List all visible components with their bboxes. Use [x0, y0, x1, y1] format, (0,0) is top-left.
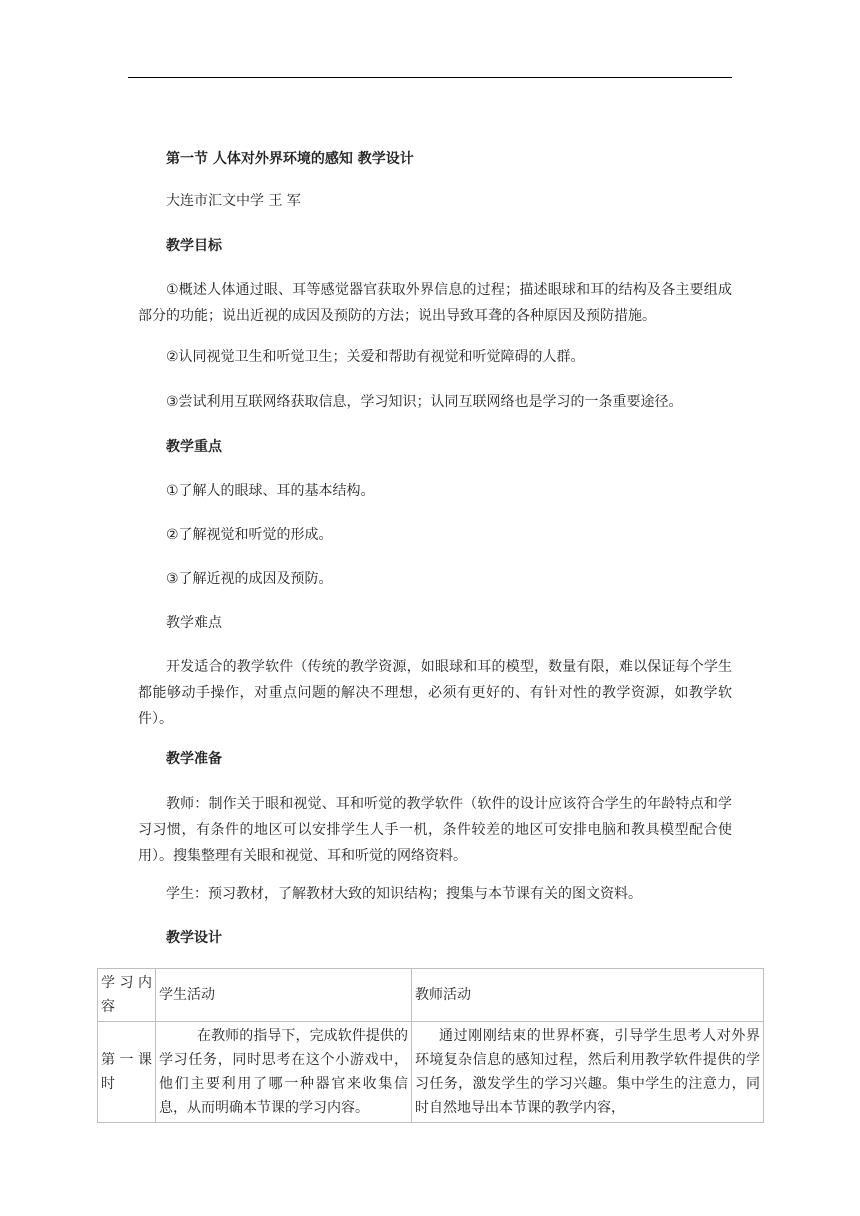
document-title: 第一节 人体对外界环境的感知 教学设计: [166, 151, 414, 167]
difficulties-heading: 教学难点: [166, 615, 222, 631]
preparation-heading: 教学准备: [166, 751, 222, 767]
header-teacher-activity: 教师活动: [412, 969, 764, 1022]
table-row: [98, 1022, 764, 1123]
key-point-item-2: ②了解视觉和听觉的形成。: [166, 527, 333, 543]
row-content: 第 一 课时: [98, 1022, 156, 1123]
objective-item-1: ①概述人体通过眼、耳等感觉器官获取外界信息的过程；描述眼球和耳的结构及各主要组成部分的功能；说出近视的成因及预防的方法；说出导致耳聋的各种原因及预防措施。: [138, 282, 732, 324]
row-teacher-activity: [412, 1022, 764, 1123]
difficulties-text: 开发适合的教学软件（传统的教学资源，如眼球和耳的模型，数量有限，难以保证每个学生都能够动手操作，对重点问题的解决不理想，必须有更好的、有针对性的教学资源，如教学软件）。: [138, 659, 732, 727]
header-content: 学 习 内容: [98, 969, 156, 1022]
objective-item-2: ②认同视觉卫生和听觉卫生；关爱和帮助有视觉和听觉障碍的人群。: [166, 349, 585, 365]
row-student-text: 在教师的指导下，完成软件提供的学习任务，同时思考在这个小游戏中，他们主要利用了哪一种器官来收集信息，从而明确本节课的学习内容。: [159, 1028, 408, 1116]
table-header-row: [98, 969, 764, 1022]
design-table: [97, 968, 764, 1123]
key-point-item-3: ③了解近视的成因及预防。: [166, 571, 333, 587]
objective-item-3: ③尝试利用互联网络获取信息，学习知识；认同互联网络也是学习的一条重要途径。: [166, 394, 683, 410]
header-rule: [128, 77, 732, 78]
key-points-heading: 教学重点: [166, 439, 222, 455]
key-point-item-1: ①了解人的眼球、耳的基本结构。: [166, 483, 375, 499]
preparation-teacher: 教师：制作关于眼和视觉、耳和听觉的教学软件（软件的设计应该符合学生的年龄特点和学习习惯，有条件的地区可以安排学生人手一机，条件较差的地区可安排电脑和教具模型配合使用）。搜集整理有关眼和视觉、耳和听觉的网络资料。: [138, 796, 732, 864]
preparation-student: 学生：预习教材，了解教材大致的知识结构；搜集与本节课有关的图文资料。: [166, 886, 642, 902]
header-student-activity: 学生活动: [156, 969, 412, 1022]
objectives-heading: 教学目标: [166, 238, 222, 254]
author-line: 大连市汇文中学 王 军: [166, 193, 301, 209]
row-teacher-text: 通过刚刚结束的世界杯赛，引导学生思考人对外界环境复杂信息的感知过程，然后利用教学软件提供的学习任务，激发学生的学习兴趣。集中学生的注意力，同时自然地导出本节课的教学内容，: [415, 1028, 760, 1116]
design-heading: 教学设计: [166, 930, 222, 946]
row-student-activity: [156, 1022, 412, 1123]
